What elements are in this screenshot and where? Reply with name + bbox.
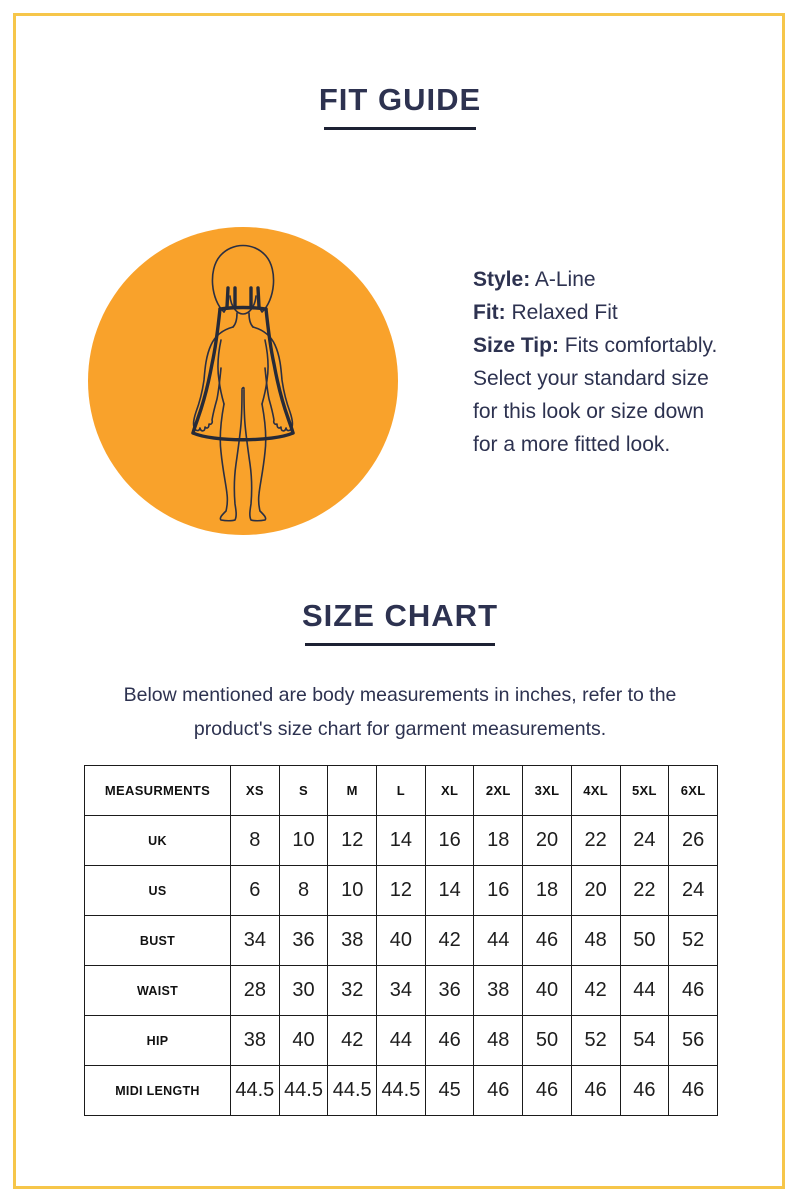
table-row [85, 866, 718, 916]
table-cell: 44.5 [279, 1066, 328, 1116]
fit-detail-line [473, 329, 725, 461]
column-header: L [377, 766, 426, 816]
column-header: 3XL [523, 766, 572, 816]
table-cell: 22 [571, 816, 620, 866]
column-header: 5XL [620, 766, 669, 816]
row-header: HIP [85, 1016, 231, 1066]
table-cell: 40 [279, 1016, 328, 1066]
table-cell: 50 [523, 1016, 572, 1066]
table-cell: 30 [279, 966, 328, 1016]
table-cell: 24 [669, 866, 718, 916]
table-cell: 14 [377, 816, 426, 866]
table-cell: 38 [231, 1016, 280, 1066]
size-chart-table-body [85, 816, 718, 1116]
size-chart-table-head [85, 766, 718, 816]
table-cell: 8 [231, 816, 280, 866]
table-cell: 6 [231, 866, 280, 916]
column-header: MEASURMENTS [85, 766, 231, 816]
table-cell: 52 [669, 916, 718, 966]
table-row [85, 966, 718, 1016]
fit-detail-line [473, 296, 725, 329]
table-cell: 50 [620, 916, 669, 966]
size-chart-table [84, 765, 718, 1116]
table-cell: 45 [425, 1066, 474, 1116]
table-cell: 52 [571, 1016, 620, 1066]
size-chart-title-block [0, 598, 800, 646]
table-cell: 46 [425, 1016, 474, 1066]
row-header: BUST [85, 916, 231, 966]
row-header: US [85, 866, 231, 916]
fit-details [473, 263, 725, 461]
table-cell: 40 [377, 916, 426, 966]
table-row [85, 1016, 718, 1066]
table-cell: 20 [523, 816, 572, 866]
fit-guide-title-block [0, 82, 800, 130]
table-cell: 28 [231, 966, 280, 1016]
table-cell: 42 [571, 966, 620, 1016]
table-cell: 12 [328, 816, 377, 866]
table-cell: 56 [669, 1016, 718, 1066]
fit-detail-label: Size Tip: [473, 334, 559, 357]
table-cell: 10 [328, 866, 377, 916]
table-cell: 44 [377, 1016, 426, 1066]
row-header: UK [85, 816, 231, 866]
size-chart-underline [305, 643, 495, 646]
table-cell: 40 [523, 966, 572, 1016]
table-cell: 44.5 [377, 1066, 426, 1116]
size-chart-title: SIZE CHART [302, 598, 498, 633]
table-cell: 24 [620, 816, 669, 866]
table-cell: 44 [474, 916, 523, 966]
table-cell: 32 [328, 966, 377, 1016]
table-cell: 26 [669, 816, 718, 866]
column-header: 2XL [474, 766, 523, 816]
row-header: WAIST [85, 966, 231, 1016]
table-cell: 16 [425, 816, 474, 866]
column-header: XL [425, 766, 474, 816]
table-cell: 44.5 [328, 1066, 377, 1116]
column-header: S [279, 766, 328, 816]
row-header: MIDI LENGTH [85, 1066, 231, 1116]
fit-detail-text: Fits comfortably. Select your standard size for this look or size down for a more fitted look. [473, 334, 718, 456]
table-cell: 36 [279, 916, 328, 966]
table-header-row [85, 766, 718, 816]
table-row [85, 916, 718, 966]
table-cell: 46 [669, 1066, 718, 1116]
table-cell: 46 [523, 916, 572, 966]
table-cell: 44 [620, 966, 669, 1016]
table-cell: 46 [669, 966, 718, 1016]
page-title: FIT GUIDE [318, 82, 482, 117]
table-cell: 38 [328, 916, 377, 966]
table-cell: 34 [231, 916, 280, 966]
table-cell: 10 [279, 816, 328, 866]
illustration-circle [88, 227, 398, 535]
column-header: 6XL [669, 766, 718, 816]
table-cell: 38 [474, 966, 523, 1016]
size-chart-subtitle: Below mentioned are body measurements in inches, refer to the product's size chart for garment measurements. [123, 684, 677, 740]
table-cell: 18 [523, 866, 572, 916]
column-header: 4XL [571, 766, 620, 816]
table-cell: 18 [474, 816, 523, 866]
table-cell: 48 [474, 1016, 523, 1066]
table-cell: 46 [571, 1066, 620, 1116]
column-header: M [328, 766, 377, 816]
fit-detail-line [473, 263, 725, 296]
table-cell: 12 [377, 866, 426, 916]
table-cell: 42 [425, 916, 474, 966]
table-cell: 54 [620, 1016, 669, 1066]
title-underline [324, 127, 476, 130]
table-cell: 46 [523, 1066, 572, 1116]
fit-detail-label: Style: [473, 268, 531, 291]
fit-detail-text: A-Line [530, 268, 596, 291]
column-header: XS [231, 766, 280, 816]
table-cell: 42 [328, 1016, 377, 1066]
table-cell: 44.5 [231, 1066, 280, 1116]
table-cell: 14 [425, 866, 474, 916]
table-cell: 34 [377, 966, 426, 1016]
table-cell: 48 [571, 916, 620, 966]
table-cell: 36 [425, 966, 474, 1016]
table-row [85, 816, 718, 866]
table-row [85, 1066, 718, 1116]
table-cell: 16 [474, 866, 523, 916]
table-cell: 8 [279, 866, 328, 916]
table-cell: 20 [571, 866, 620, 916]
table-cell: 22 [620, 866, 669, 916]
fit-detail-label: Fit: [473, 301, 506, 324]
table-cell: 46 [474, 1066, 523, 1116]
woman-a-line-dress-outline-icon [88, 227, 398, 535]
fit-detail-text: Relaxed Fit [505, 301, 618, 324]
table-cell: 46 [620, 1066, 669, 1116]
